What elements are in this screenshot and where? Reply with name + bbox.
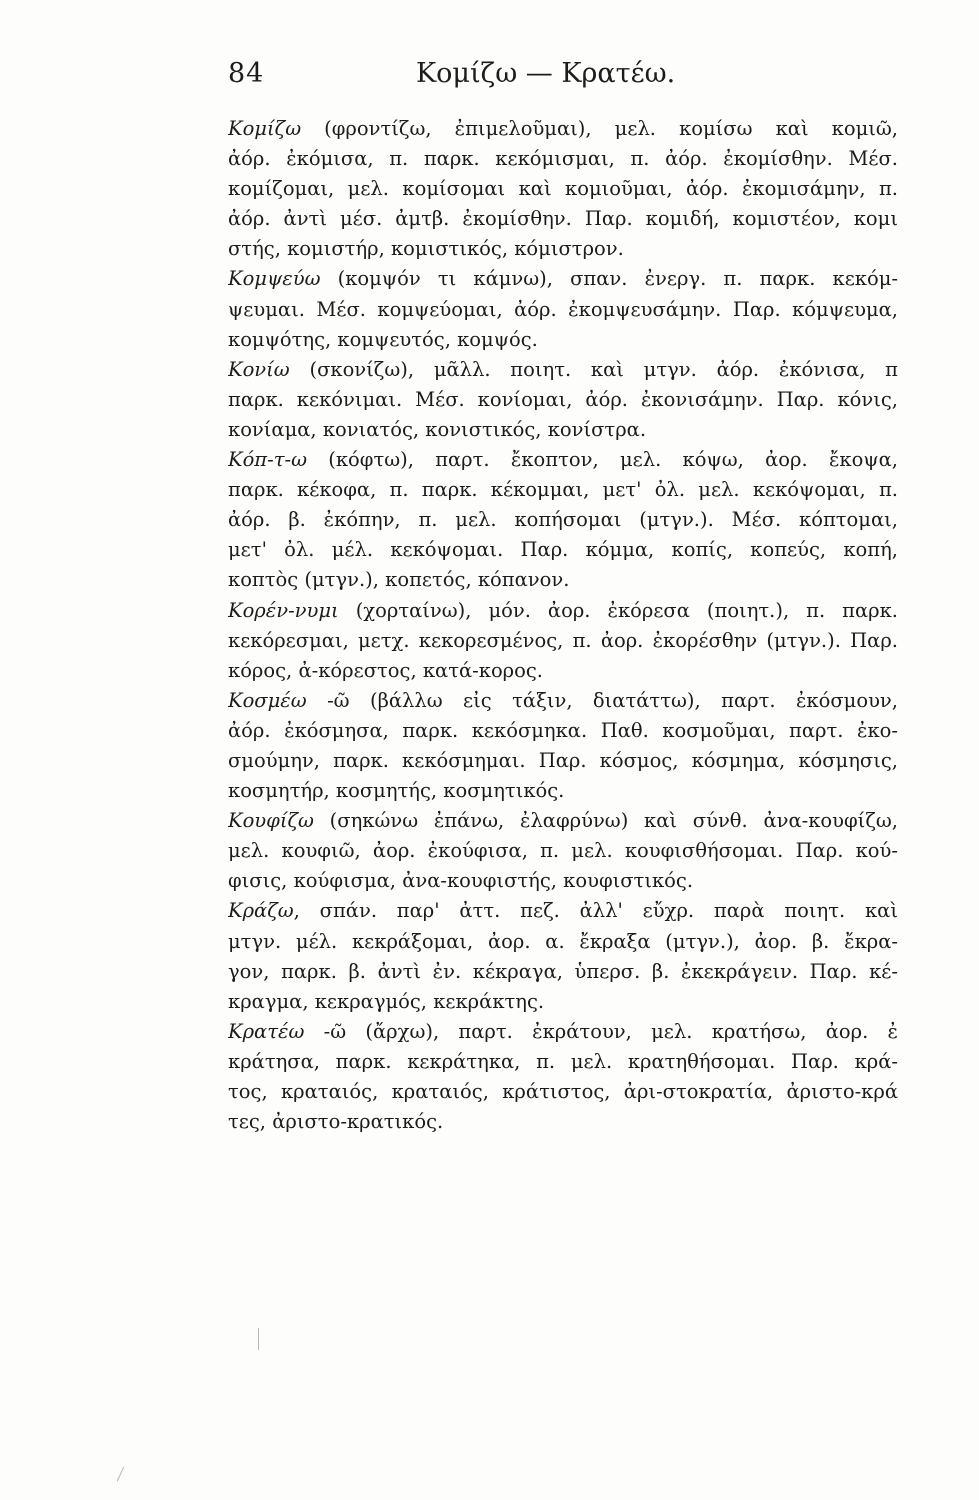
entry-line: μετ' ὀλ. μέλ. κεκόψομαι. Παρ. κόμμα, κοπίς, κοπεύς, κοπή,	[228, 538, 898, 562]
entry-line: τες, ἀριστο-κρατικός.	[228, 1110, 444, 1134]
entry-line: κονίαμα, κονιατός, κονιστικός, κονίστρα.	[228, 417, 647, 441]
entry-first-line	[228, 806, 898, 836]
entry-line: τος, κραταιός, κραταιός, κράτιστος, ἀρι-στοκρατία, ἀριστο-κρά	[228, 1080, 898, 1103]
headword: Κορέν-νυμι	[228, 598, 339, 622]
entry-line: φισις, κούφισμα, ἀνα-κουφιστής, κουφιστικός.	[228, 869, 694, 893]
entry-text: (κομψόν τι κάμνω), σπαν. ἐνεργ. π. παρκ. κεκόμ-	[320, 267, 898, 291]
entry-line: μελ. κουφιῶ, ἀορ. ἐκούφισα, π. μελ. κουφισθήσομαι. Παρ. κού-	[228, 839, 898, 863]
entry-line: κράτησα, παρκ. κεκράτηκα, π. μελ. κρατηθήσομαι. Παρ. κρά-	[228, 1049, 898, 1073]
entry-first-line	[228, 896, 898, 926]
headword: Κουφίζω	[228, 809, 314, 833]
entry-first-line	[228, 1017, 898, 1047]
dictionary-entry	[228, 355, 898, 445]
entry-line: κραγμα, κεκραγμός, κεκράκτης.	[228, 989, 545, 1013]
entry-line: σμούμην, παρκ. κεκόσμημαι. Παρ. κόσμος, κόσμημα, κόσμησις,	[228, 748, 898, 772]
entry-text: (κόφτω), παρτ. ἔκοπτον, μελ. κόψω, ἀορ. ἔκοψα,	[307, 448, 898, 472]
headword: Κομψεύω	[228, 267, 321, 291]
dictionary-entry	[228, 1017, 898, 1137]
dictionary-entry	[228, 686, 898, 806]
entry-line: ἀόρ. ἀντὶ μέσ. ἀμτβ. ἐκομίσθην. Παρ. κομιδή, κομιστέον, κομι	[228, 207, 898, 231]
headword: Κράζω	[228, 899, 294, 923]
entry-line: κόρος, ἀ-κόρεστος, κατά-κορος.	[228, 658, 544, 682]
entry-line: κοπτὸς (μτγν.), κοπετός, κόπανον.	[228, 568, 570, 592]
headword: Κόπ-τ-ω	[228, 448, 307, 472]
entry-text: (χορταίνω), μόν. ἀορ. ἐκόρεσα (ποιητ.), π. παρκ.	[338, 598, 898, 622]
entry-line: παρκ. κεκόνιμαι. Μέσ. κονίομαι, ἀόρ. ἐκονισάμην. Παρ. κόνις,	[228, 387, 898, 411]
entry-line: κοσμητήρ, κοσμητής, κοσμητικός.	[228, 779, 565, 803]
dictionary-entry	[228, 445, 898, 595]
entry-text: -ῶ (ἄρχω), παρτ. ἐκράτουν, μελ. κρατήσω, ἀορ. ἐ	[304, 1019, 898, 1043]
entry-first-line	[228, 355, 898, 385]
dictionary-entry	[228, 806, 898, 896]
headword: Κοσμέω	[228, 688, 307, 712]
dictionary-entry	[228, 596, 898, 686]
entry-line: κομψότης, κομψευτός, κομψός.	[228, 327, 538, 351]
entry-line: ψευμαι. Μέσ. κομψεύομαι, ἀόρ. ἐκομψευσάμην. Παρ. κόμψευμα,	[228, 297, 898, 321]
dictionary-entry	[228, 114, 898, 264]
entry-first-line	[228, 596, 898, 626]
headword: Κονίω	[228, 357, 290, 381]
entry-line: μτγν. μέλ. κεκράξομαι, ἀορ. α. ἔκραξα (μτγν.), ἀορ. β. ἔκρα-	[228, 929, 898, 953]
entry-line: κεκόρεσμαι, μετχ. κεκορεσμένος, π. ἀορ. ἐκορέσθην (μτγν.). Παρ.	[228, 628, 898, 652]
dictionary-entries	[228, 114, 898, 1137]
entry-line: ἀόρ. β. ἐκόπην, π. μελ. κοπήσομαι (μτγν.). Μέσ. κόπτομαι,	[228, 508, 898, 532]
entry-line: στής, κομιστήρ, κομιστικός, κόμιστρον.	[228, 237, 624, 261]
dictionary-entry	[228, 896, 898, 1016]
margin-mark	[258, 1328, 259, 1350]
entry-text: (φροντίζω, ἐπιμελοῦμαι), μελ. κομίσω καὶ κομιῶ,	[301, 117, 898, 140]
dictionary-entry	[228, 264, 898, 354]
entry-line: κομίζομαι, μελ. κομίσομαι καὶ κομιοῦμαι, ἀόρ. ἐκομισάμην, π.	[228, 177, 898, 201]
page-number: 84	[228, 58, 265, 89]
entry-first-line	[228, 264, 898, 294]
entry-text: (σκονίζω), μᾶλλ. ποιητ. καὶ μτγν. ἀόρ. ἐκόνισα, π	[289, 357, 898, 381]
headword: Κομίζω	[228, 117, 302, 140]
entry-line: γον, παρκ. β. ἀντὶ ἐν. κέκραγα, ὑπερσ. β. ἐκεκράγειν. Παρ. κέ-	[228, 959, 898, 983]
entry-first-line	[228, 686, 898, 716]
running-title: Κομίζω — Κρατέω.	[416, 58, 676, 89]
entry-line: ἀόρ. ἐκόμισα, π. παρκ. κεκόμισμαι, π. ἀόρ. ἐκομίσθην. Μέσ.	[228, 147, 898, 171]
entry-first-line	[228, 445, 898, 475]
entry-line: ἀόρ. ἐκόσμησα, παρκ. κεκόσμηκα. Παθ. κοσμοῦμαι, παρτ. ἐκο-	[228, 718, 898, 742]
entry-text: , σπάν. παρ' ἀττ. πεζ. ἀλλ' εὔχρ. παρὰ ποιητ. καὶ	[293, 899, 898, 923]
entry-first-line	[228, 114, 898, 144]
entry-text: (σηκώνω ἐπάνω, ἐλαφρύνω) καὶ σύνθ. ἀνα-κουφίζω,	[313, 809, 898, 833]
entry-text: -ῶ (βάλλω εἰς τάξιν, διατάττω), παρτ. ἐκόσμουν,	[306, 688, 898, 712]
page-header	[228, 58, 908, 98]
margin-mark	[117, 1467, 125, 1482]
headword: Κρατέω	[228, 1019, 305, 1043]
entry-line: παρκ. κέκοφα, π. παρκ. κέκομμαι, μετ' ὀλ. μελ. κεκόψομαι, π.	[228, 478, 898, 502]
